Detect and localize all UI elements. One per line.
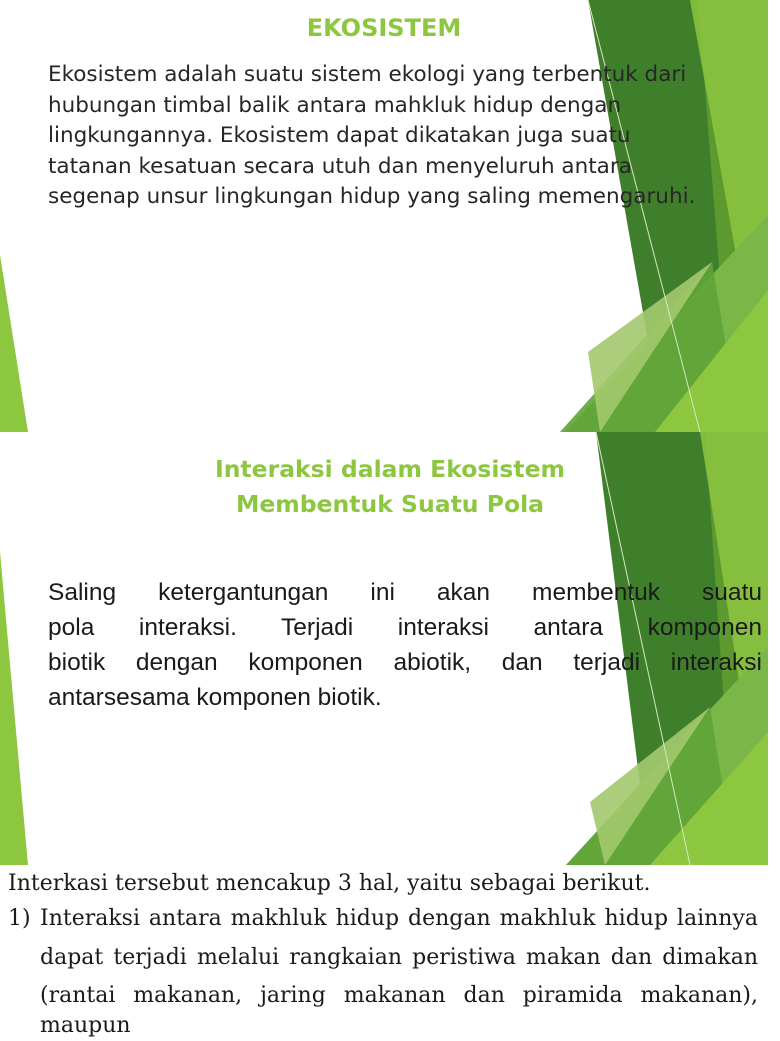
body-line: tatanan kesatuan secara utuh dan menyeluruh antara <box>48 153 632 179</box>
body-line: segenap unsur lingkungan hidup yang saling memengaruhi. <box>48 184 696 209</box>
slide-interaksi <box>0 432 768 865</box>
list-item-line: Interaksi antara makhluk hidup dengan makhluk hidup lainnya <box>40 906 758 931</box>
body-line: biotik dengan komponen abiotik, dan terjadi interaksi <box>48 649 762 676</box>
slide-title <box>0 452 780 522</box>
book-excerpt <box>0 865 768 1038</box>
body-line: lingkungannya. Ekosistem dapat dikatakan juga suatu <box>48 123 631 148</box>
body-line: Ekosistem adalah suatu sistem ekologi yang terbentuk dari <box>48 62 687 87</box>
book-intro: Interkasi tersebut mencakup 3 hal, yaitu sebagai berikut. <box>8 871 651 896</box>
body-line: pola interaksi. Terjadi interaksi antara komponen <box>48 614 762 641</box>
slide-body-text <box>48 60 738 213</box>
list-item-line: (rantai makanan, jaring makanan dan piramida makanan), maupun <box>40 983 758 1038</box>
body-line: antarsesama komponen biotik. <box>48 684 382 711</box>
slide-ekosistem <box>0 0 768 432</box>
title-line: Membentuk Suatu Pola <box>235 490 544 518</box>
body-line: hubungan timbal balik antara mahkluk hidup dengan <box>48 92 622 118</box>
slide-title: EKOSISTEM <box>306 14 462 42</box>
slide-body-text <box>48 575 762 715</box>
body-line: Saling ketergantungan ini akan membentuk suatu <box>48 579 762 606</box>
list-item-number: 1) <box>8 906 31 931</box>
list-item-line: dapat terjadi melalui rangkaian peristiwa makan dan dimakan <box>40 945 758 970</box>
title-line: Interaksi dalam Ekosistem <box>214 455 566 483</box>
